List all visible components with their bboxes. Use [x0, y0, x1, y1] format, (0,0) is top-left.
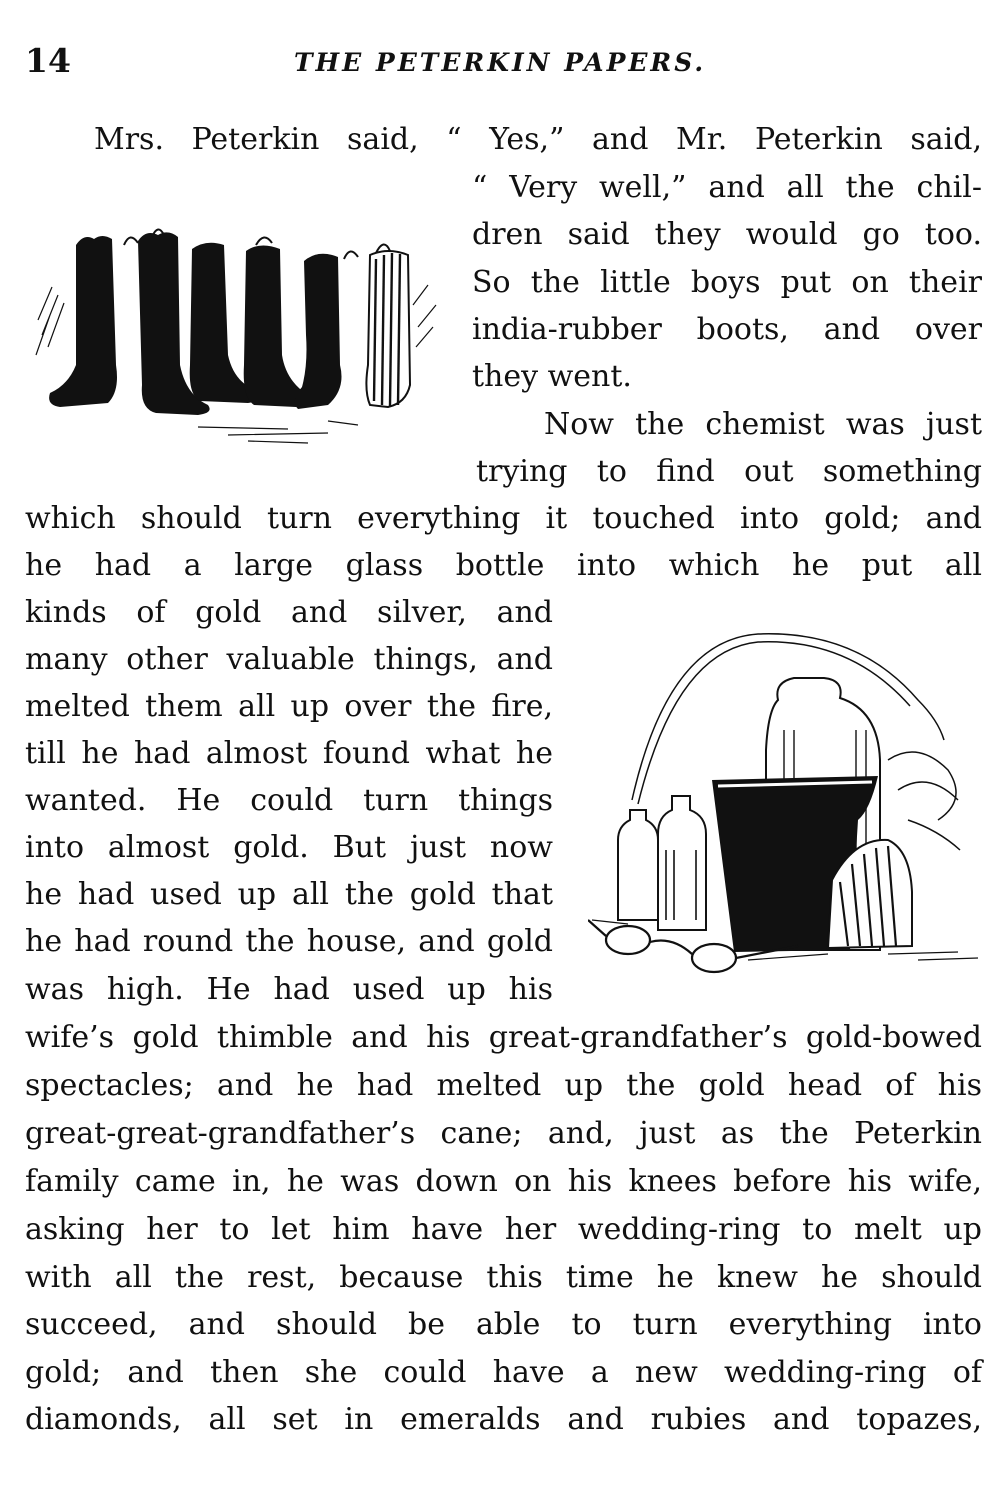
- text-line: dren said they would go too.: [472, 217, 982, 252]
- running-title: THE PETERKIN PAPERS.: [293, 48, 707, 77]
- text-line: he had used up all the gold that: [25, 877, 553, 912]
- text-line: “ Very well,” and all the chil-: [472, 170, 982, 205]
- text-line: melted them all up over the fire,: [25, 689, 553, 724]
- text-line: succeed, and should be able to turn everything into: [25, 1307, 982, 1342]
- text-line: trying to find out something: [476, 454, 982, 489]
- boot-shape: [295, 254, 342, 409]
- boot-shape: [49, 236, 117, 407]
- text-line: he had round the house, and gold: [25, 924, 553, 959]
- text-line: diamonds, all set in emeralds and rubies and topazes,: [25, 1402, 982, 1437]
- boot-shape: [244, 245, 310, 407]
- text-line: till he had almost found what he: [25, 736, 553, 771]
- text-line: So the little boys put on their: [472, 265, 982, 300]
- text-line: which should turn everything it touched into gold; and: [25, 501, 982, 536]
- text-line: gold; and then she could have a new wedding-ring of: [25, 1355, 982, 1390]
- text-line: Now the chemist was just: [544, 407, 982, 442]
- text-line: asking her to let him have her wedding-ring to melt up: [25, 1212, 982, 1247]
- boots-illustration: [28, 215, 448, 445]
- text-line: india-rubber boots, and over: [472, 312, 982, 347]
- text-line: wanted. He could turn things: [25, 783, 553, 818]
- text-line: great-great-grandfather’s cane; and, just as the Peterkin: [25, 1116, 982, 1151]
- page-number: 14: [25, 41, 71, 80]
- text-line: was high. He had used up his: [25, 972, 553, 1007]
- text-line: spectacles; and he had melted up the gold head of his: [25, 1068, 982, 1103]
- text-line: into almost gold. But just now: [25, 830, 553, 865]
- text-line: kinds of gold and silver, and: [25, 595, 553, 630]
- text-line: with all the rest, because this time he knew he should: [25, 1260, 982, 1295]
- chemist-bottles-illustration: [588, 620, 988, 990]
- small-bottle: [618, 810, 658, 920]
- text-line: they went.: [472, 359, 632, 394]
- text-line: wife’s gold thimble and his great-grandfather’s gold-bowed: [25, 1020, 982, 1055]
- text-line: Mrs. Peterkin said, “ Yes,” and Mr. Peterkin said,: [94, 122, 982, 157]
- text-line: he had a large glass bottle into which he put all: [25, 548, 982, 583]
- text-line: many other valuable things, and: [25, 642, 553, 677]
- text-line: family came in, he was down on his knees before his wife,: [25, 1164, 982, 1199]
